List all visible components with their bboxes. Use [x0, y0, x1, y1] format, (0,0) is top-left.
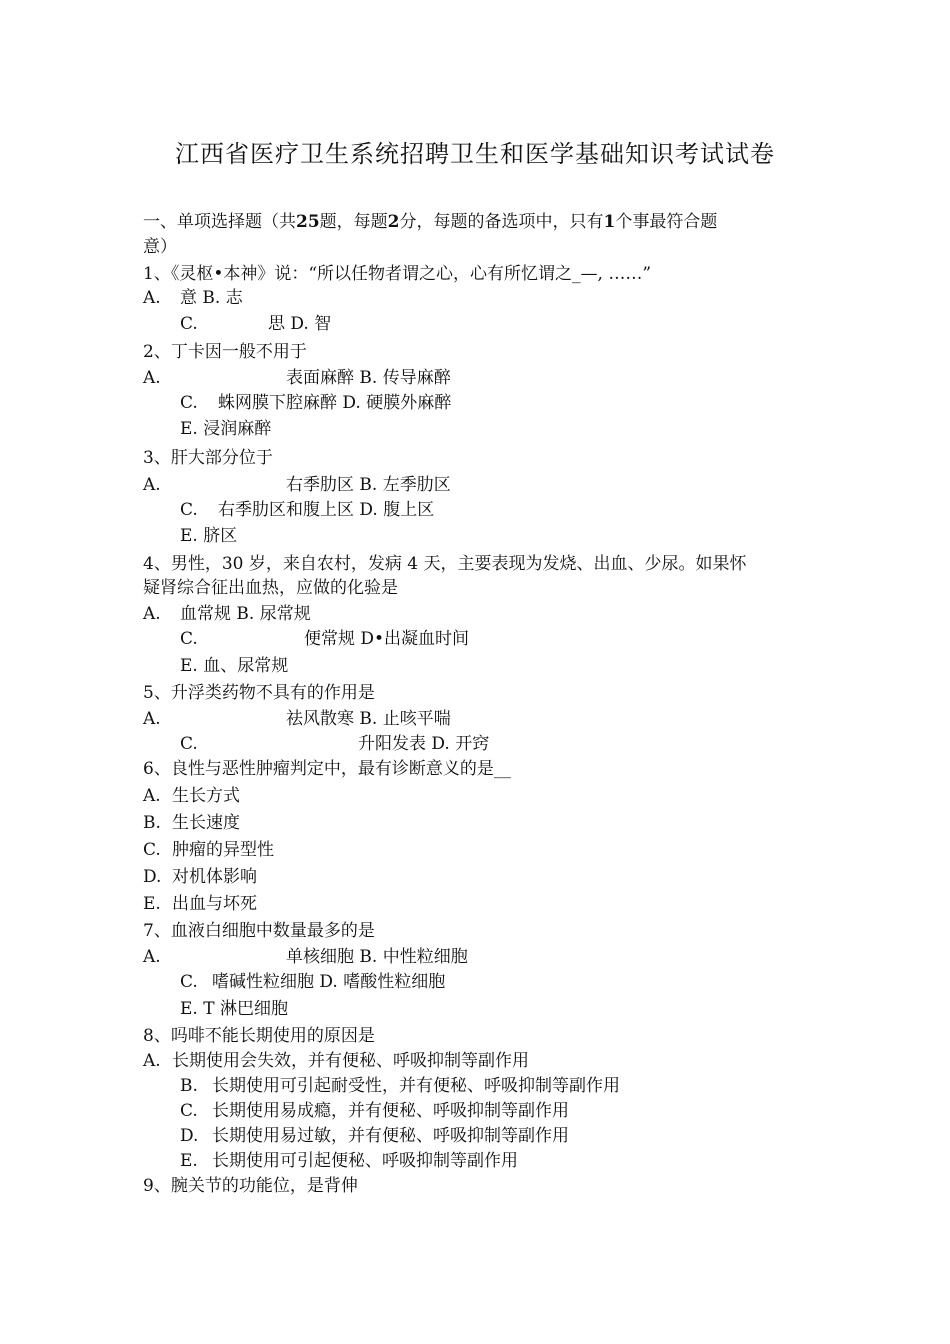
option-label: C. — [180, 734, 198, 754]
option-text: 肿瘤的异型性 — [172, 840, 274, 860]
option-label: D. — [180, 1126, 199, 1146]
option-text: 生长方式 — [172, 786, 240, 806]
option-label: A. — [143, 475, 161, 495]
question-stem: 3、肝大部分位于 — [143, 448, 273, 468]
option-label: A. — [143, 786, 161, 806]
option-text: 长期使用易成瘾，并有便秘、呼吸抑制等副作用 — [212, 1101, 569, 1121]
option-text: 单核细胞 B. 中性粒细胞 — [286, 947, 468, 967]
option-text: 长期使用会失效，并有便秘、呼吸抑制等副作用 — [172, 1051, 529, 1071]
question-stem: 7、血液白细胞中数量最多的是 — [143, 921, 375, 941]
option-label: E. — [143, 894, 161, 914]
option-label: C. — [180, 314, 198, 334]
option-text: 升阳发表 D. 开窍 — [358, 734, 490, 754]
option-text: 祛风散寒 B. 止咳平喘 — [286, 709, 451, 729]
option-text: 长期使用可引起便秘、呼吸抑制等副作用 — [212, 1151, 518, 1171]
correct-count: 1 — [603, 212, 616, 232]
option-text: 便常规 D•出凝血时间 — [304, 629, 470, 649]
question-stem: 2、丁卡因一般不用于 — [143, 342, 307, 362]
option-text: 嗜碱性粒细胞 D. 嗜酸性粒细胞 — [212, 972, 446, 992]
page-title: 江西省医疗卫生系统招聘卫生和医学基础知识考试试卷 — [175, 140, 775, 168]
option-label: C. — [180, 1101, 198, 1121]
option-text: E. 脐区 — [180, 526, 238, 546]
option-text: 右季肋区 B. 左季肋区 — [286, 475, 451, 495]
section-heading-cont: 意） — [143, 237, 177, 257]
question-stem: 9、腕关节的功能位，是背伸 — [143, 1176, 358, 1196]
option-text: E. 血、尿常规 — [180, 656, 289, 676]
question-stem: 8、吗啡不能长期使用的原因是 — [143, 1026, 375, 1046]
option-text: 右季肋区和腹上区 D. 腹上区 — [218, 500, 435, 520]
option-text: 表面麻醉 B. 传导麻醉 — [286, 368, 451, 388]
option-text: 蛛网膜下腔麻醉 D. 硬膜外麻醉 — [218, 393, 452, 413]
question-count: 25 — [296, 212, 320, 232]
option-text: 血常规 B. 尿常规 — [180, 604, 311, 624]
option-label: A. — [143, 709, 161, 729]
option-text: E. 浸润麻醉 — [180, 419, 272, 439]
option-label: C. — [180, 972, 198, 992]
option-label: A. — [143, 288, 161, 308]
option-label: D. — [143, 867, 162, 887]
section-heading: 一、单项选择题（共25题，每题2分，每题的备选项中，只有1个事最符合题 — [143, 212, 718, 232]
question-stem: 4、男性，30 岁，来自农村，发病 4 天，主要表现为发烧、出血、少尿。如果怀 — [143, 554, 747, 574]
option-text: E. T 淋巴细胞 — [180, 999, 288, 1019]
question-score: 2 — [387, 212, 400, 232]
option-label: C. — [180, 500, 198, 520]
option-label: A. — [143, 604, 161, 624]
option-text: 长期使用可引起耐受性，并有便秘、呼吸抑制等副作用 — [212, 1076, 620, 1096]
option-label: A. — [143, 1051, 161, 1071]
option-text: 长期使用易过敏，并有便秘、呼吸抑制等副作用 — [212, 1126, 569, 1146]
question-stem: 6、良性与恶性肿瘤判定中，最有诊断意义的是__ — [143, 759, 511, 779]
option-label: C. — [143, 840, 161, 860]
option-label: C. — [180, 629, 198, 649]
option-label: A. — [143, 368, 161, 388]
option-text: 思 D. 智 — [268, 314, 332, 334]
option-text: 意 B. 志 — [180, 288, 243, 308]
option-text: 出血与坏死 — [172, 894, 257, 914]
option-label: E. — [180, 1151, 198, 1171]
question-stem: 1、《灵枢•本神》说：“所以任物者谓之心，心有所忆谓之_—, ……” — [143, 264, 652, 284]
option-label: B. — [143, 813, 161, 833]
option-label: C. — [180, 393, 198, 413]
option-text: 生长速度 — [172, 813, 240, 833]
question-stem: 5、升浮类药物不具有的作用是 — [143, 683, 375, 703]
option-text: 对机体影响 — [172, 867, 257, 887]
option-label: B. — [180, 1076, 198, 1096]
option-label: A. — [143, 947, 161, 967]
question-stem-cont: 疑肾综合征出血热，应做的化验是 — [143, 578, 398, 598]
